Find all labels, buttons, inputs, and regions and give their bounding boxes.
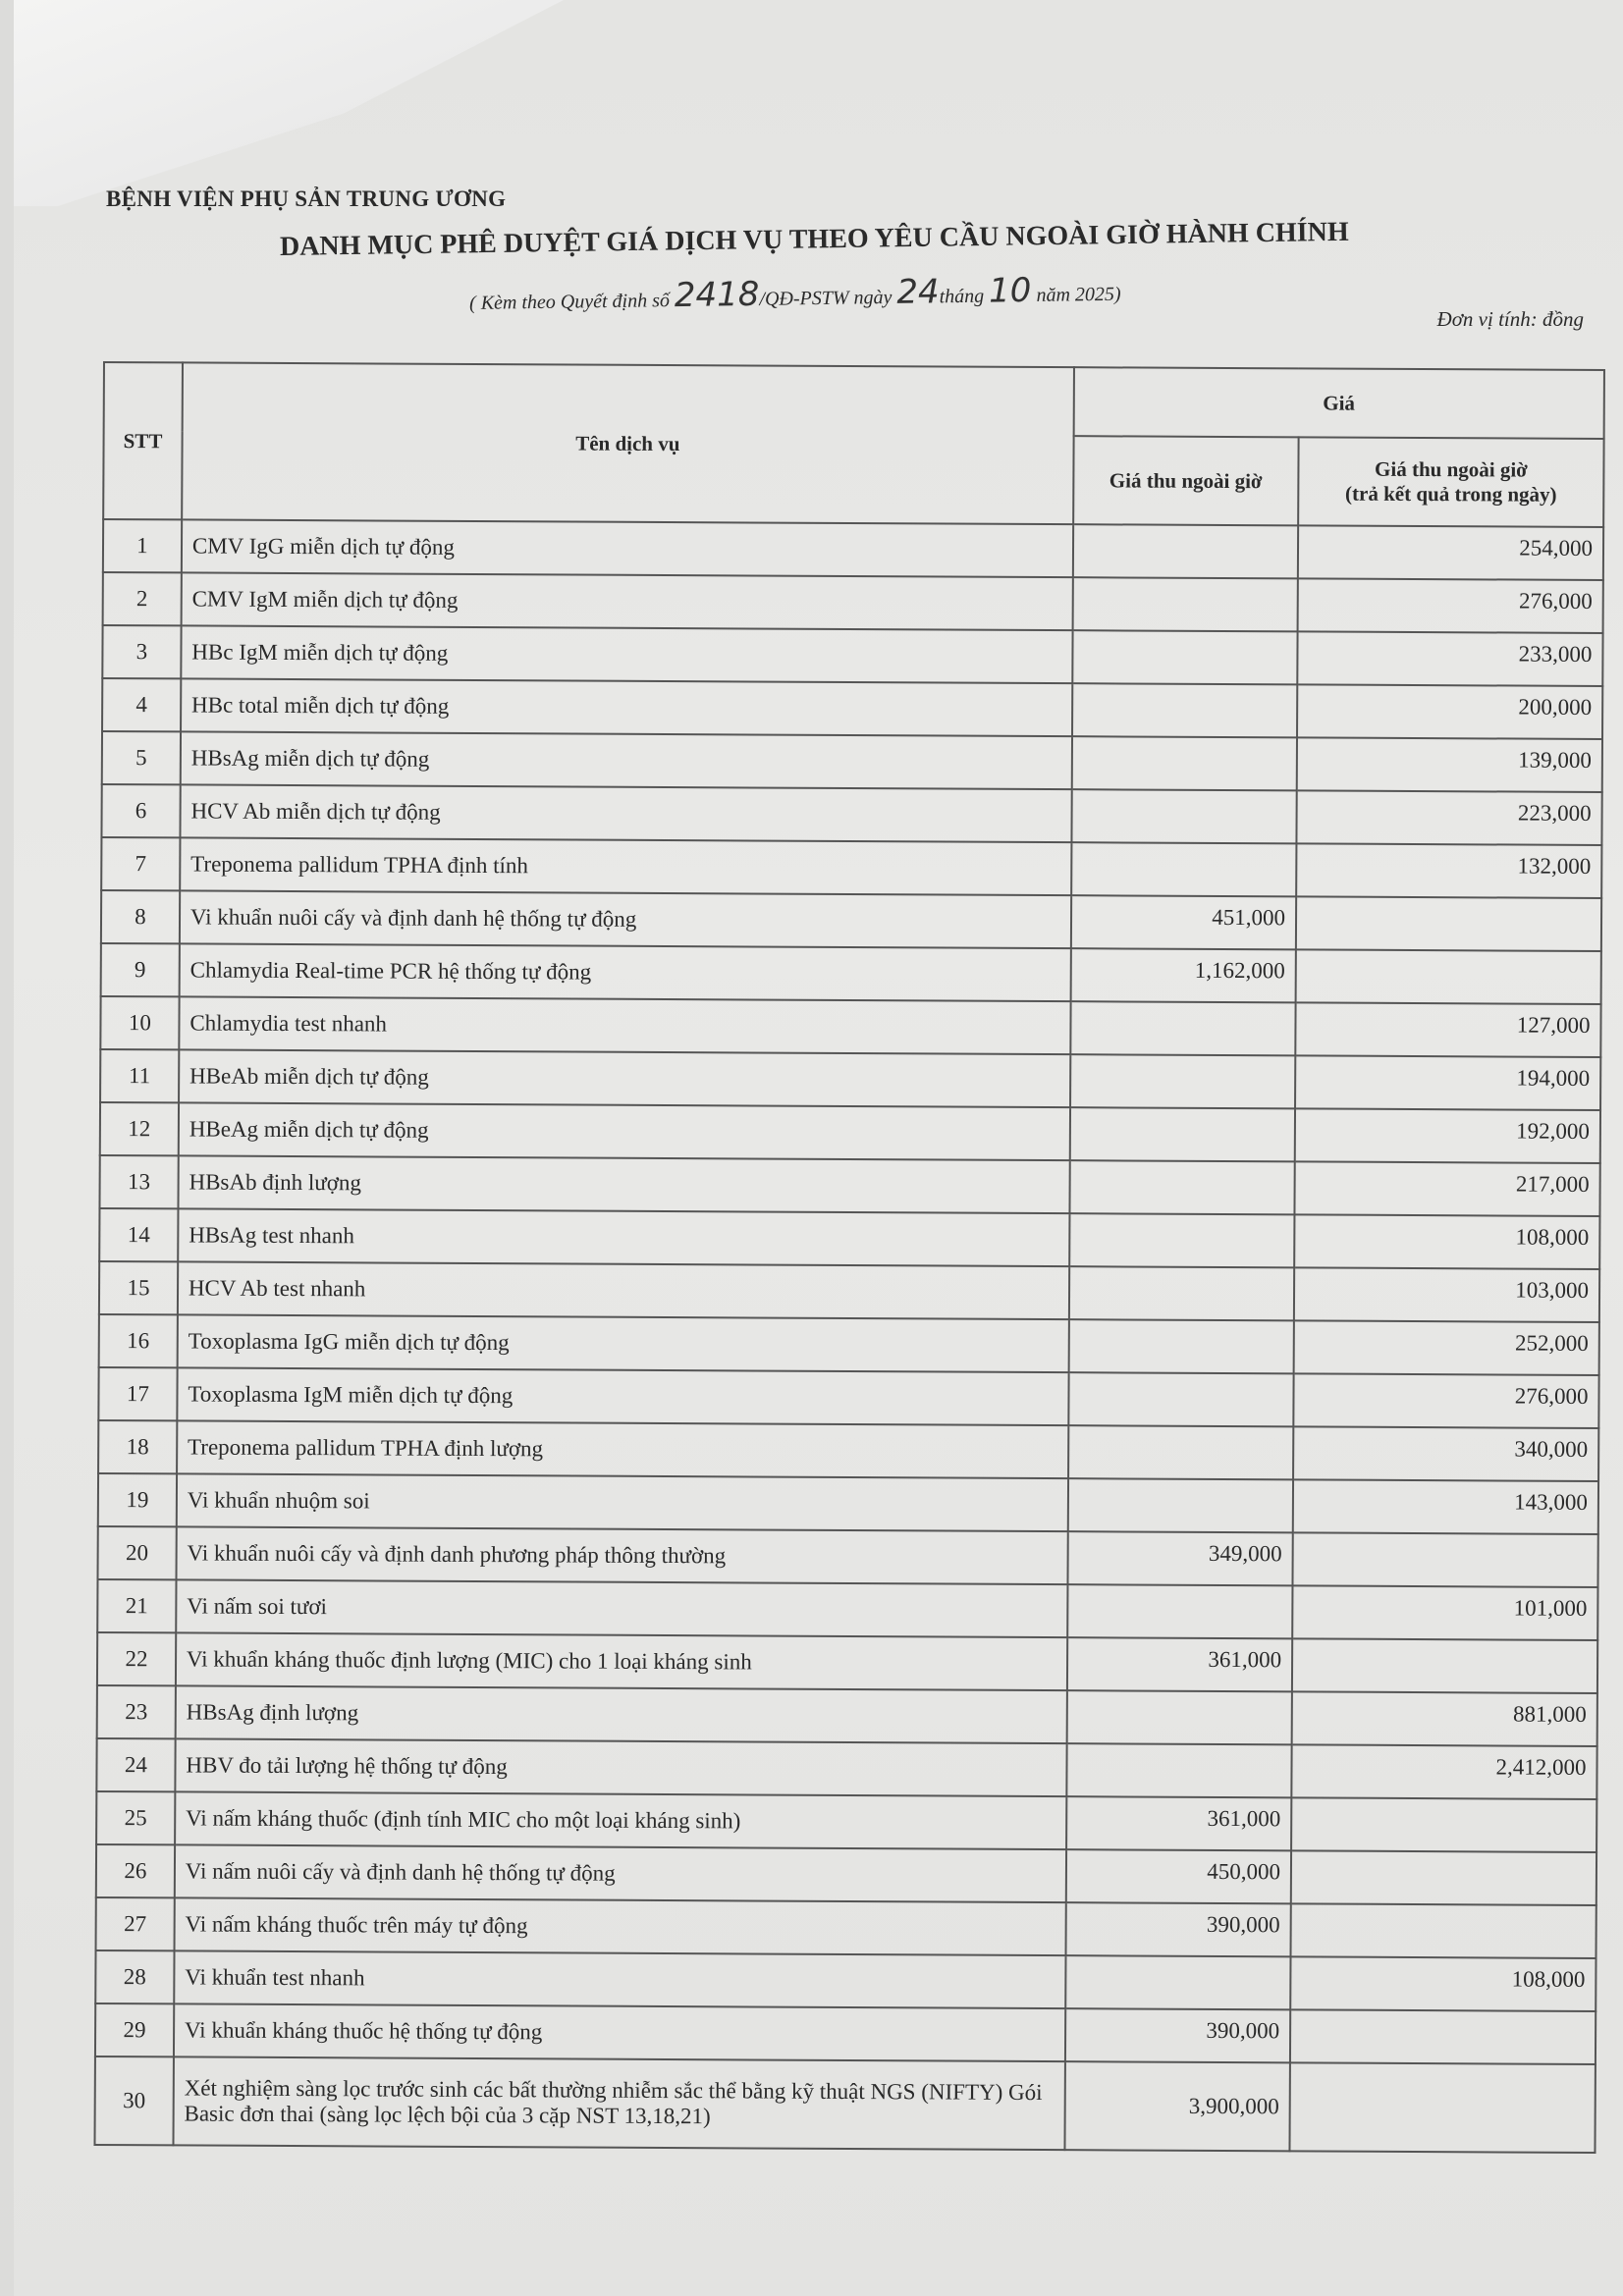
- row-price-same-day: 276,000: [1298, 578, 1603, 633]
- row-stt: 23: [97, 1685, 176, 1738]
- table-row: [99, 1314, 1599, 1375]
- table-row: [97, 1632, 1597, 1693]
- row-stt: 27: [96, 1897, 175, 1950]
- row-price-same-day: 223,000: [1296, 790, 1601, 845]
- currency-unit: Đơn vị tính: đồng: [1436, 307, 1584, 331]
- table-row: [101, 943, 1601, 1004]
- row-price-same-day: 132,000: [1296, 843, 1601, 898]
- row-price-same-day: [1292, 1638, 1597, 1693]
- table-row: [96, 1897, 1596, 1958]
- table-row: [98, 1367, 1598, 1428]
- row-price-same-day: 108,000: [1290, 1956, 1596, 2011]
- row-price-same-day: 127,000: [1295, 1002, 1600, 1057]
- table-row: [95, 1950, 1596, 2011]
- table-row: [98, 1473, 1598, 1534]
- row-service-name: Vi khuẩn test nhanh: [174, 1950, 1065, 2008]
- row-stt: 7: [101, 837, 180, 890]
- row-price-after-hours: [1072, 577, 1298, 631]
- row-stt: 6: [101, 784, 180, 837]
- row-stt: 15: [99, 1261, 178, 1314]
- row-price-same-day: 194,000: [1295, 1055, 1600, 1110]
- table-row: [101, 890, 1601, 951]
- row-price-after-hours: 1,162,000: [1070, 948, 1296, 1002]
- row-price-after-hours: [1069, 1107, 1295, 1161]
- row-price-after-hours: 3,900,000: [1064, 2061, 1290, 2151]
- row-stt: 10: [100, 996, 179, 1049]
- row-service-name: CMV IgM miễn dịch tự động: [181, 572, 1072, 630]
- row-service-name: HCV Ab miễn dịch tự động: [180, 784, 1071, 842]
- row-price-after-hours: 349,000: [1067, 1531, 1293, 1585]
- row-price-same-day: 101,000: [1292, 1585, 1597, 1640]
- row-stt: 5: [102, 731, 181, 784]
- subtitle-mid1: /QĐ-PSTW ngày: [759, 286, 893, 310]
- row-price-same-day: [1293, 1532, 1598, 1587]
- folded-corner: [14, 0, 564, 206]
- row-service-name: Treponema pallidum TPHA định tính: [180, 837, 1071, 895]
- table-row: [96, 1844, 1596, 1905]
- row-service-name: Xét nghiệm sàng lọc trước sinh các bất thường nhiễm sắc thể bằng kỹ thuật NGS (NIFTY) Gói Basic đơn thai (sàng lọc lệch bội của 3 cặp NST 13,18,21): [173, 2056, 1064, 2150]
- row-stt: 21: [97, 1579, 176, 1632]
- row-price-after-hours: 450,000: [1065, 1849, 1291, 1903]
- row-price-after-hours: [1066, 1743, 1292, 1797]
- row-stt: 2: [103, 572, 182, 625]
- table-row: [96, 1791, 1596, 1852]
- table-row: [94, 2056, 1595, 2153]
- row-service-name: HBc IgM miễn dịch tự động: [181, 625, 1072, 683]
- row-price-after-hours: [1068, 1319, 1294, 1373]
- row-price-after-hours: [1068, 1425, 1294, 1479]
- table-row: [101, 837, 1601, 898]
- row-price-same-day: 108,000: [1294, 1214, 1599, 1269]
- row-price-same-day: 252,000: [1294, 1320, 1599, 1375]
- row-service-name: HBsAb định lượng: [178, 1155, 1069, 1213]
- row-service-name: HBV đo tải lượng hệ thống tự động: [175, 1738, 1066, 1796]
- decision-month: 10: [988, 271, 1032, 311]
- row-price-same-day: [1291, 1850, 1596, 1905]
- decision-number: 2418: [674, 274, 760, 316]
- table-row: [100, 1102, 1600, 1163]
- row-price-after-hours: [1072, 683, 1298, 737]
- row-price-same-day: [1291, 1903, 1596, 1958]
- row-stt: 29: [95, 2003, 174, 2056]
- row-stt: 25: [96, 1791, 175, 1844]
- header-service-name: Tên dịch vụ: [182, 362, 1074, 524]
- row-stt: 28: [95, 1950, 174, 2003]
- row-stt: 9: [101, 943, 180, 996]
- table-row: [99, 1208, 1599, 1269]
- row-price-same-day: 881,000: [1292, 1691, 1597, 1746]
- row-price-after-hours: [1066, 1690, 1292, 1744]
- row-price-after-hours: [1070, 1001, 1296, 1055]
- row-price-after-hours: 361,000: [1066, 1796, 1292, 1850]
- row-price-same-day: 254,000: [1298, 525, 1603, 580]
- document-title: DANH MỤC PHÊ DUYỆT GIÁ DỊCH VỤ THEO YÊU CẦU NGOÀI GIỜ HÀNH CHÍNH: [279, 216, 1349, 262]
- row-service-name: Treponema pallidum TPHA định lượng: [177, 1420, 1068, 1478]
- row-stt: 30: [94, 2056, 173, 2145]
- row-service-name: Vi khuẩn nhuộm soi: [177, 1473, 1068, 1531]
- row-service-name: HBsAg định lượng: [176, 1685, 1067, 1743]
- row-service-name: Vi khuẩn nuôi cấy và định danh hệ thống tự động: [180, 890, 1071, 948]
- row-service-name: Vi nấm kháng thuốc (định tính MIC cho một loại kháng sinh): [175, 1791, 1066, 1849]
- row-price-same-day: [1290, 2009, 1596, 2064]
- row-stt: 24: [96, 1738, 175, 1791]
- row-service-name: HBc total miễn dịch tự động: [181, 678, 1072, 736]
- row-stt: 26: [96, 1844, 175, 1897]
- row-price-after-hours: [1073, 524, 1299, 578]
- row-price-same-day: 233,000: [1297, 631, 1602, 686]
- row-service-name: Vi nấm kháng thuốc trên máy tự động: [174, 1897, 1065, 1955]
- row-price-same-day: [1290, 2062, 1596, 2153]
- row-service-name: Vi nấm soi tươi: [176, 1579, 1067, 1637]
- row-price-same-day: 217,000: [1294, 1161, 1599, 1216]
- row-service-name: Vi nấm nuôi cấy và định danh hệ thống tự động: [175, 1844, 1066, 1902]
- table-row: [102, 678, 1602, 739]
- row-stt: 1: [103, 519, 182, 572]
- header-stt: STT: [103, 362, 183, 519]
- header-same-day: [1298, 437, 1603, 527]
- row-stt: 14: [99, 1208, 178, 1261]
- row-stt: 12: [100, 1102, 179, 1155]
- row-price-after-hours: 390,000: [1065, 1902, 1291, 1956]
- row-service-name: Vi khuẩn nuôi cấy và định danh phương pháp thông thường: [176, 1526, 1067, 1584]
- header-same-day-line1: Giá thu ngoài giờ: [1375, 456, 1528, 482]
- header-price-group: Giá: [1073, 367, 1604, 439]
- row-price-after-hours: [1067, 1478, 1293, 1532]
- table-row: [103, 572, 1603, 633]
- table-row: [102, 625, 1602, 686]
- row-price-same-day: 192,000: [1295, 1108, 1600, 1163]
- table-row: [100, 1049, 1600, 1110]
- table-row: [102, 731, 1602, 792]
- table-row: [97, 1685, 1597, 1746]
- row-price-after-hours: [1069, 1213, 1295, 1267]
- table-row: [99, 1155, 1599, 1216]
- row-stt: 16: [99, 1314, 178, 1367]
- row-price-after-hours: [1071, 842, 1297, 896]
- table-row: [103, 519, 1603, 580]
- row-price-same-day: 103,000: [1294, 1267, 1599, 1322]
- row-price-after-hours: 451,000: [1071, 895, 1297, 949]
- row-stt: 17: [98, 1367, 177, 1420]
- row-price-same-day: 276,000: [1293, 1373, 1598, 1428]
- row-price-same-day: [1296, 949, 1601, 1004]
- row-price-after-hours: [1065, 1955, 1291, 2009]
- subtitle-suffix: năm 2025): [1036, 283, 1121, 306]
- row-service-name: Toxoplasma IgG miễn dịch tự động: [178, 1314, 1069, 1372]
- decision-day: 24: [896, 272, 940, 312]
- row-service-name: Toxoplasma IgM miễn dịch tự động: [177, 1367, 1068, 1425]
- row-price-after-hours: 390,000: [1065, 2008, 1291, 2062]
- row-stt: 4: [102, 678, 181, 731]
- row-price-after-hours: [1069, 1160, 1295, 1214]
- row-stt: 19: [98, 1473, 177, 1526]
- row-price-same-day: 2,412,000: [1291, 1744, 1596, 1799]
- row-service-name: HBeAb miễn dịch tự động: [179, 1049, 1070, 1107]
- row-price-same-day: 340,000: [1293, 1426, 1598, 1481]
- header-after-hours: Giá thu ngoài giờ: [1073, 436, 1299, 525]
- row-price-after-hours: [1069, 1266, 1295, 1320]
- row-service-name: Chlamydia Real-time PCR hệ thống tự động: [180, 943, 1071, 1001]
- row-service-name: Vi khuẩn kháng thuốc hệ thống tự động: [174, 2003, 1065, 2061]
- table-row: [98, 1526, 1598, 1587]
- table-row: [96, 1738, 1596, 1799]
- hospital-name: BỆNH VIỆN PHỤ SẢN TRUNG ƯƠNG: [106, 187, 507, 211]
- row-stt: 11: [100, 1049, 179, 1102]
- row-price-same-day: 200,000: [1297, 684, 1602, 739]
- row-service-name: Chlamydia test nhanh: [179, 996, 1070, 1054]
- row-service-name: HBsAg miễn dịch tự động: [181, 731, 1072, 789]
- row-price-after-hours: 361,000: [1067, 1637, 1293, 1691]
- row-price-after-hours: [1067, 1584, 1293, 1638]
- row-price-after-hours: [1068, 1372, 1294, 1426]
- row-stt: 22: [97, 1632, 176, 1685]
- row-service-name: Vi khuẩn kháng thuốc định lượng (MIC) cho 1 loại kháng sinh: [176, 1632, 1067, 1690]
- row-stt: 8: [101, 890, 180, 943]
- row-stt: 20: [98, 1526, 177, 1579]
- row-price-same-day: [1291, 1797, 1596, 1852]
- price-table: [93, 361, 1604, 2154]
- row-stt: 13: [99, 1155, 178, 1208]
- row-service-name: HCV Ab test nhanh: [178, 1261, 1069, 1319]
- subtitle-prefix: ( Kèm theo Quyết định số: [468, 290, 671, 314]
- row-price-same-day: 139,000: [1297, 737, 1602, 792]
- row-price-after-hours: [1070, 1054, 1296, 1108]
- table-row: [99, 1261, 1599, 1322]
- table-row: [97, 1579, 1597, 1640]
- table-row: [95, 2003, 1596, 2064]
- row-price-after-hours: [1072, 630, 1298, 684]
- table-row: [101, 784, 1601, 845]
- row-stt: 18: [98, 1420, 177, 1473]
- row-stt: 3: [102, 625, 181, 678]
- subtitle-mid2: tháng: [939, 285, 985, 308]
- row-service-name: HBeAg miễn dịch tự động: [179, 1102, 1070, 1160]
- table-row: [100, 996, 1600, 1057]
- row-price-same-day: 143,000: [1293, 1479, 1598, 1534]
- row-service-name: CMV IgG miễn dịch tự động: [182, 519, 1073, 577]
- row-service-name: HBsAg test nhanh: [178, 1208, 1069, 1266]
- row-price-after-hours: [1071, 736, 1297, 790]
- row-price-same-day: [1296, 896, 1601, 951]
- table-row: [98, 1420, 1598, 1481]
- row-price-after-hours: [1071, 789, 1297, 843]
- header-same-day-line2: (trả kết quả trong ngày): [1345, 481, 1557, 507]
